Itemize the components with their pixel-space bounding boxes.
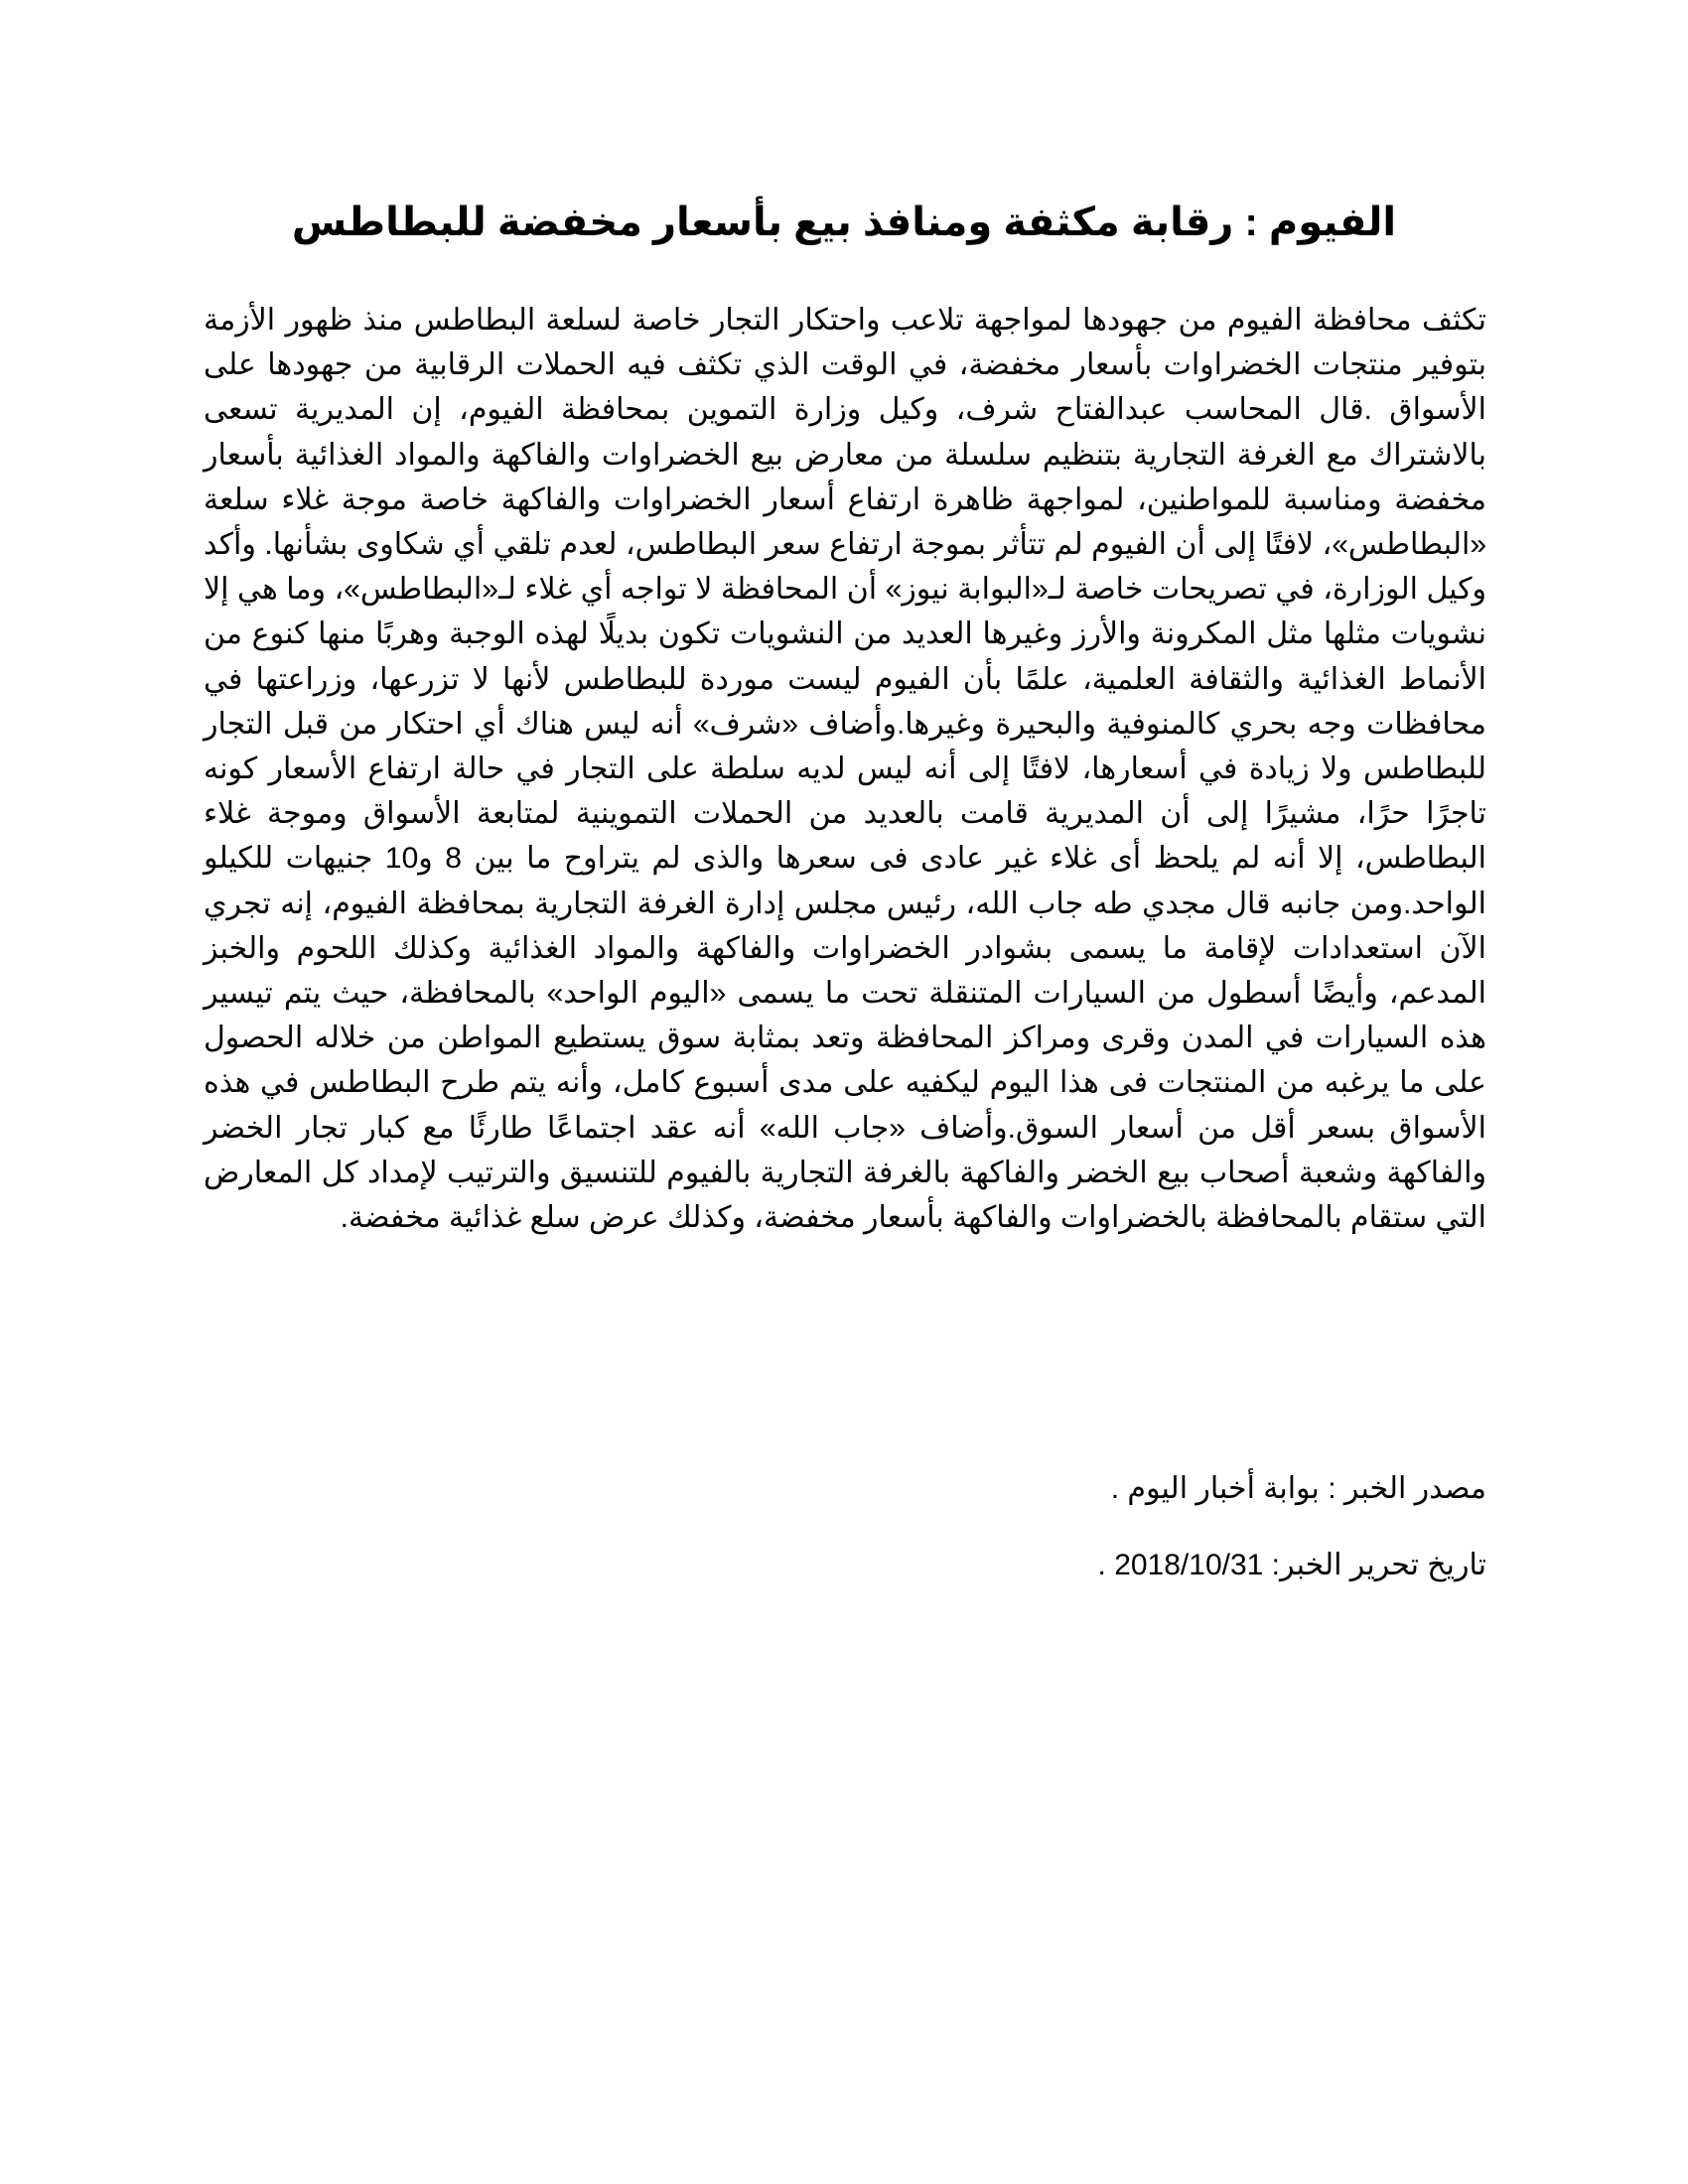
news-source-line: مصدر الخبر : بوابة أخبار اليوم .	[1110, 1472, 1486, 1505]
article-title: الفيوم : رقابة مكثفة ومنافذ بيع بأسعار مخفضة للبطاطس	[291, 201, 1397, 244]
article-body: تكثف محافظة الفيوم من جهودها لمواجهة تلاعب واحتكار التجار خاصة لسلعة البطاطس منذ ظهور الأزمة بتوفير منتجات الخضراوات بأسعار مخفضة، في الوقت الذي تكثف فيه الحملات الرقابية من جهودها على الأسواق .قال المحاسب عبدالفتاح شرف، وكيل وزارة التموين بمحافظة الفيوم، إن المديرية تسعى بالاشتراك مع الغرفة التجارية بتنظيم سلسلة من معارض بيع الخضراوات والفاكهة والمواد الغذائية بأسعار مخفضة ومناسبة للمواطنين، لمواجهة ظاهرة ارتفاع أسعار الخضراوات والفاكهة خاصة موجة غلاء سلعة «البطاطس»، لافتًا إلى أن الفيوم لم تتأثر بموجة ارتفاع سعر البطاطس، لعدم تلقي أي شكاوى بشأنها. وأكد وكيل الوزارة، في تصريحات خاصة لـ«البوابة نيوز» أن المحافظة لا تواجه أي غلاء لـ«البطاطس»، وما هي إلا نشويات مثلها مثل المكرونة والأرز وغيرها العديد من النشويات تكون بديلًا لهذه الوجبة وهربًا منها كنوع من الأنماط الغذائية والثقافة العلمية، علمًا بأن الفيوم ليست موردة للبطاطس لأنها لا تزرعها، وزراعتها في محافظات وجه بحري كالمنوفية والبحيرة وغيرها.وأضاف «شرف» أنه ليس هناك أي احتكار من قبل التجار للبطاطس ولا زيادة في أسعارها، لافتًا إلى أنه ليس لديه سلطة على التجار في حالة ارتفاع الأسعار كونه تاجرًا حرًا، مشيرًا إلى أن المديرية قامت بالعديد من الحملات التموينية لمتابعة الأسواق وموجة غلاء البطاطس، إلا أنه لم يلحظ أى غلاء غير عادى فى سعرها والذى لم يتراوح ما بين 8 و10 جنيهات للكيلو الواحد.ومن جانبه قال مجدي طه جاب الله، رئيس مجلس إدارة الغرفة التجارية بمحافظة الفيوم، إنه تجري الآن استعدادات لإقامة ما يسمى بشوادر الخضراوات والفاكهة والمواد الغذائية وكذلك اللحوم والخبز المدعم، وأيضًا أسطول من السيارات المتنقلة تحت ما يسمى «اليوم الواحد» بالمحافظة، حيث يتم تيسير هذه السيارات في المدن وقرى ومراكز المحافظة وتعد بمثابة سوق يستطيع المواطن من خلاله الحصول على ما يرغبه من المنتجات فى هذا اليوم ليكفيه على مدى أسبوع كامل، وأنه يتم طرح البطاطس في هذه الأسواق بسعر أقل من أسعار السوق.وأضاف «جاب الله» أنه عقد اجتماعًا طارئًا مع كبار تجار الخضر والفاكهة وشعبة أصحاب بيع الخضر والفاكهة بالغرفة التجارية بالفيوم للتنسيق والترتيب لإمداد كل المعارض التي ستقام بالمحافظة بالخضراوات والفاكهة بأسعار مخفضة، وكذلك عرض سلع غذائية مخفضة.	[204, 304, 1487, 1235]
edit-date-line: تاريخ تحرير الخبر: 2018/10/31 .	[1097, 1549, 1486, 1581]
